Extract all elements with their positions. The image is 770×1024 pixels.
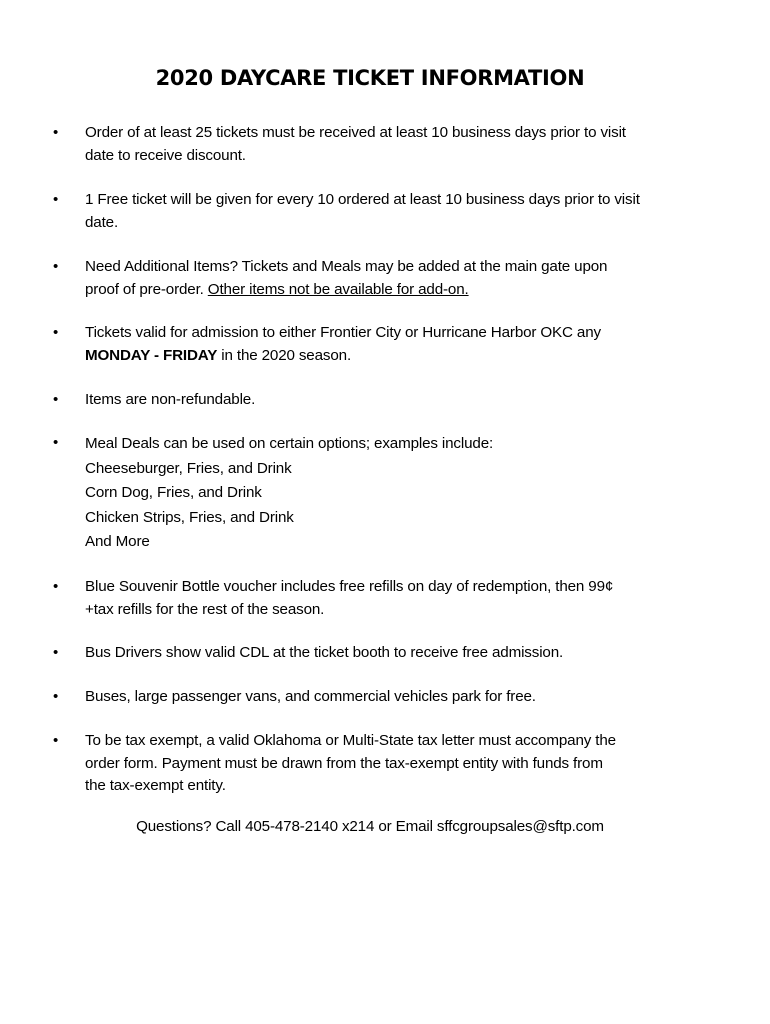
page-title: 2020 DAYCARE TICKET INFORMATION <box>155 66 585 90</box>
item-text-line: the tax-exempt entity. <box>85 777 226 794</box>
bullet: • <box>53 391 59 408</box>
bullet: • <box>53 644 59 661</box>
bullet: • <box>53 124 59 141</box>
bullet: • <box>53 732 59 749</box>
item-text-line: date to receive discount. <box>85 146 246 164</box>
item-text-line: Buses, large passenger vans, and commercial vehicles park for free. <box>85 688 536 705</box>
bold-days: MONDAY - FRIDAY <box>85 346 218 364</box>
bullet: • <box>53 258 59 275</box>
item-text-line: date. <box>85 213 119 231</box>
bullet: • <box>53 191 59 208</box>
item-text-line: Blue Souvenir Bottle voucher includes free refills on day of redemption, then 99¢ <box>85 578 614 595</box>
meal-option: And More <box>85 533 150 550</box>
item-text-line: To be tax exempt, a valid Oklahoma or Multi-State tax letter must accompany the <box>85 732 616 749</box>
bullet: • <box>53 688 59 705</box>
meal-option: Corn Dog, Fries, and Drink <box>85 484 262 501</box>
item-text-segment: in the 2020 season. <box>217 346 352 364</box>
item-text-line: Tickets valid for admission to either Frontier City or Hurricane Harbor OKC any <box>85 324 601 341</box>
item-text-line: Order of at least 25 tickets must be received at least 10 business days prior to visit <box>85 124 626 141</box>
item-text-line: Items are non-refundable. <box>85 391 256 408</box>
bullet: • <box>53 434 59 451</box>
item-text-line: 1 Free ticket will be given for every 10 ordered at least 10 business days prior to visit <box>85 191 640 208</box>
meal-option: Chicken Strips, Fries, and Drink <box>85 508 294 526</box>
item-text-line: Need Additional Items? Tickets and Meals may be added at the main gate upon <box>85 258 608 275</box>
bullet: • <box>53 324 59 341</box>
item-text-line: order form. Payment must be drawn from the tax-exempt entity with funds from <box>85 754 603 772</box>
item-text-line: Bus Drivers show valid CDL at the ticket booth to receive free admission. <box>85 644 564 661</box>
meal-deals-intro: Meal Deals can be used on certain options; examples include: <box>85 435 494 452</box>
bullet: • <box>53 578 59 595</box>
meal-option: Cheeseburger, Fries, and Drink <box>85 459 292 477</box>
contact-footer: Questions? Call 405-478-2140 x214 or Email sffcgroupsales@sftp.com <box>136 818 604 835</box>
underlined-note: Other items not be available for add-on. <box>207 280 469 298</box>
item-text-line: +tax refills for the rest of the season. <box>85 600 325 618</box>
item-text-segment: proof of pre-order. <box>85 280 208 298</box>
